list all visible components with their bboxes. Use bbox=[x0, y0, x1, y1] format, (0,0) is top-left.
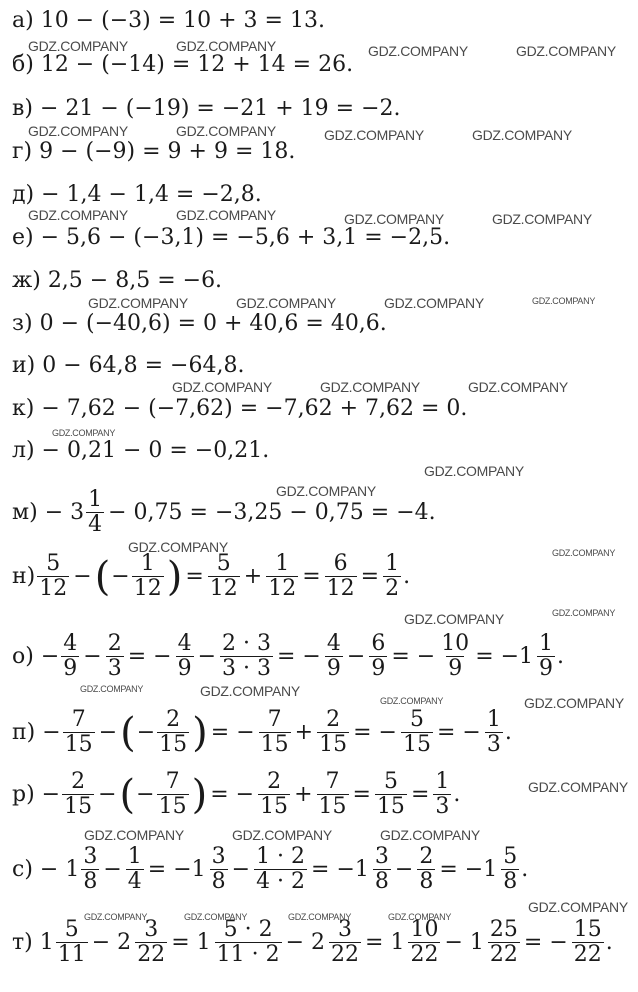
watermark: GDZ.COMPANY bbox=[424, 463, 524, 479]
o-op: = − bbox=[127, 644, 172, 670]
o-op: . bbox=[557, 644, 565, 670]
o-frac-4: $\frac{2 \cdot 3}{3 \cdot 3}$ bbox=[222, 631, 271, 682]
m-label: м) − 3 bbox=[12, 500, 85, 526]
s-frac-5: $\frac{3}{8}$ bbox=[374, 844, 389, 895]
line-r bbox=[12, 770, 460, 819]
t-op: . bbox=[605, 930, 613, 956]
o-op: = − bbox=[277, 644, 321, 670]
watermark: GDZ.COMPANY bbox=[172, 379, 272, 395]
t-op: − 2 bbox=[91, 930, 132, 956]
line-i: и) 0 − 64,8 = −64,8. bbox=[12, 353, 245, 378]
t-frac-7: $\frac{15}{22}$ bbox=[573, 917, 602, 968]
watermark: GDZ.COMPANY bbox=[528, 779, 628, 795]
watermark: GDZ.COMPANY bbox=[552, 608, 616, 618]
t-label: т) 1 bbox=[12, 930, 54, 956]
watermark: GDZ.COMPANY bbox=[528, 899, 628, 915]
line-g: г) 9 − (−9) = 9 + 9 = 18. bbox=[12, 139, 296, 164]
n-op: = bbox=[302, 564, 321, 590]
n-frac-3: $\frac{5}{12}$ bbox=[209, 551, 238, 602]
s-op: = −1 bbox=[439, 857, 498, 883]
r-paren: ) bbox=[191, 771, 208, 818]
watermark: GDZ.COMPANY bbox=[80, 684, 144, 694]
watermark: GDZ.COMPANY bbox=[28, 207, 128, 223]
watermark: GDZ.COMPANY bbox=[232, 827, 332, 843]
o-frac-6: $\frac{6}{9}$ bbox=[371, 631, 386, 682]
watermark: GDZ.COMPANY bbox=[84, 912, 148, 922]
t-frac-1: $\frac{5}{11}$ bbox=[57, 917, 86, 968]
s-frac-6: $\frac{2}{8}$ bbox=[419, 844, 434, 895]
watermark: GDZ.COMPANY bbox=[236, 295, 336, 311]
o-frac-5: $\frac{4}{9}$ bbox=[326, 631, 341, 682]
watermark: GDZ.COMPANY bbox=[492, 211, 592, 227]
s-frac-7: $\frac{5}{8}$ bbox=[503, 844, 518, 895]
n-op: − bbox=[73, 564, 92, 590]
p-op: = − bbox=[436, 720, 481, 746]
o-op: − bbox=[197, 644, 217, 670]
watermark: GDZ.COMPANY bbox=[28, 38, 128, 54]
t-frac-3: $\frac{5 \cdot 2}{11 \cdot 2}$ bbox=[216, 917, 280, 968]
r-frac-6: $\frac{1}{3}$ bbox=[435, 769, 450, 820]
r-op: = bbox=[352, 782, 371, 808]
n-op: = bbox=[185, 564, 204, 590]
s-frac-4: $\frac{1 \cdot 2}{4 \cdot 2}$ bbox=[256, 844, 306, 895]
r-op: + bbox=[294, 782, 313, 808]
line-p bbox=[12, 708, 512, 757]
n-paren: ( bbox=[94, 553, 111, 600]
watermark: GDZ.COMPANY bbox=[324, 127, 424, 143]
watermark: GDZ.COMPANY bbox=[88, 295, 188, 311]
watermark: GDZ.COMPANY bbox=[404, 611, 504, 627]
s-op: . bbox=[521, 857, 529, 883]
watermark: GDZ.COMPANY bbox=[176, 38, 276, 54]
r-frac-1: $\frac{2}{15}$ bbox=[64, 769, 93, 820]
t-op: = 1 bbox=[171, 930, 211, 956]
watermark: GDZ.COMPANY bbox=[380, 827, 480, 843]
r-op: − bbox=[98, 782, 117, 808]
line-t bbox=[12, 918, 613, 967]
watermark: GDZ.COMPANY bbox=[516, 43, 616, 59]
watermark: GDZ.COMPANY bbox=[276, 483, 376, 499]
o-op: − bbox=[83, 644, 102, 670]
line-d: д) − 1,4 − 1,4 = −2,8. bbox=[12, 182, 262, 207]
line-e: е) − 5,6 − (−3,1) = −5,6 + 3,1 = −2,5. bbox=[12, 225, 451, 250]
p-frac-6: $\frac{1}{3}$ bbox=[486, 707, 501, 758]
watermark: GDZ.COMPANY bbox=[552, 548, 616, 558]
line-z: з) 0 − (−40,6) = 0 + 40,6 = 40,6. bbox=[12, 311, 387, 336]
watermark: GDZ.COMPANY bbox=[472, 127, 572, 143]
line-zh: ж) 2,5 − 8,5 = −6. bbox=[12, 268, 223, 293]
m-rest: − 0,75 = −3,25 − 0,75 = −4. bbox=[108, 500, 436, 526]
s-op: − bbox=[394, 857, 414, 883]
n-label: н) bbox=[12, 564, 36, 590]
r-op: = bbox=[410, 782, 430, 808]
p-label: п) − bbox=[12, 720, 61, 746]
r-op: . bbox=[453, 782, 461, 808]
o-op: = −1 bbox=[475, 644, 534, 670]
p-frac-3: $\frac{7}{15}$ bbox=[260, 707, 289, 758]
watermark: GDZ.COMPANY bbox=[176, 207, 276, 223]
o-op: = − bbox=[391, 644, 436, 670]
n-paren: ) bbox=[166, 553, 183, 600]
t-frac-5: $\frac{10}{22}$ bbox=[410, 917, 439, 968]
p-op: = − bbox=[353, 720, 397, 746]
watermark: GDZ.COMPANY bbox=[388, 912, 452, 922]
watermark: GDZ.COMPANY bbox=[344, 211, 444, 227]
p-frac-5: $\frac{5}{15}$ bbox=[402, 707, 431, 758]
r-frac-4: $\frac{7}{15}$ bbox=[318, 769, 347, 820]
watermark: GDZ.COMPANY bbox=[84, 827, 184, 843]
t-frac-2: $\frac{3}{22}$ bbox=[137, 917, 166, 968]
o-frac-3: $\frac{4}{9}$ bbox=[177, 631, 192, 682]
o-op: − bbox=[346, 644, 366, 670]
t-frac-6: $\frac{25}{22}$ bbox=[489, 917, 518, 968]
p-op: − bbox=[136, 720, 156, 746]
r-op: = − bbox=[210, 782, 255, 808]
n-frac-6: $\frac{1}{2}$ bbox=[385, 551, 400, 602]
p-paren: ) bbox=[192, 709, 208, 756]
p-frac-4: $\frac{2}{15}$ bbox=[319, 707, 348, 758]
s-frac-3: $\frac{3}{8}$ bbox=[211, 844, 226, 895]
watermark: GDZ.COMPANY bbox=[128, 539, 228, 555]
o-frac-2: $\frac{2}{3}$ bbox=[107, 631, 122, 682]
s-op: − bbox=[231, 857, 251, 883]
watermark: GDZ.COMPANY bbox=[320, 379, 420, 395]
r-paren: ( bbox=[119, 771, 136, 818]
watermark: GDZ.COMPANY bbox=[288, 912, 352, 922]
line-o bbox=[12, 632, 564, 681]
n-frac-2: $\frac{1}{12}$ bbox=[133, 551, 162, 602]
watermark: GDZ.COMPANY bbox=[524, 695, 624, 711]
p-op: + bbox=[294, 720, 314, 746]
n-frac-1: $\frac{5}{12}$ bbox=[39, 551, 68, 602]
p-op: − bbox=[98, 720, 118, 746]
line-a: а) 10 − (−3) = 10 + 3 = 13. bbox=[12, 8, 325, 33]
s-op: − bbox=[103, 857, 122, 883]
watermark: GDZ.COMPANY bbox=[380, 696, 444, 706]
r-label: р) − bbox=[12, 782, 61, 808]
watermark: GDZ.COMPANY bbox=[368, 43, 468, 59]
r-frac-3: $\frac{2}{15}$ bbox=[260, 769, 289, 820]
watermark: GDZ.COMPANY bbox=[384, 295, 484, 311]
watermark: GDZ.COMPANY bbox=[52, 428, 116, 438]
o-frac-7: $\frac{10}{9}$ bbox=[441, 631, 470, 682]
o-label: о) − bbox=[12, 644, 60, 670]
s-frac-1: $\frac{3}{8}$ bbox=[83, 844, 98, 895]
n-frac-5: $\frac{6}{12}$ bbox=[326, 551, 355, 602]
t-op: = − bbox=[523, 930, 568, 956]
p-frac-1: $\frac{7}{15}$ bbox=[64, 707, 93, 758]
n-op: − bbox=[111, 564, 130, 590]
m-frac-1: $\frac{1}{4}$ bbox=[88, 487, 103, 538]
p-op: = − bbox=[210, 720, 255, 746]
n-frac-4: $\frac{1}{12}$ bbox=[268, 551, 297, 602]
line-b: б) 12 − (−14) = 12 + 14 = 26. bbox=[12, 52, 354, 77]
t-frac-4: $\frac{3}{22}$ bbox=[331, 917, 360, 968]
watermark: GDZ.COMPANY bbox=[200, 683, 300, 699]
line-s bbox=[12, 845, 528, 894]
s-label: с) − 1 bbox=[12, 857, 80, 883]
watermark: GDZ.COMPANY bbox=[468, 379, 568, 395]
o-frac-8: $\frac{1}{9}$ bbox=[539, 631, 554, 682]
s-op: = −1 bbox=[147, 857, 206, 883]
r-frac-2: $\frac{7}{15}$ bbox=[158, 769, 187, 820]
p-frac-2: $\frac{2}{15}$ bbox=[159, 707, 188, 758]
t-op: − 1 bbox=[444, 930, 484, 956]
watermark: GDZ.COMPANY bbox=[176, 123, 276, 139]
p-op: . bbox=[504, 720, 512, 746]
s-op: = −1 bbox=[311, 857, 369, 883]
watermark: GDZ.COMPANY bbox=[184, 912, 248, 922]
line-n bbox=[12, 552, 410, 601]
t-op: − 2 bbox=[285, 930, 326, 956]
watermark: GDZ.COMPANY bbox=[28, 123, 128, 139]
t-op: = 1 bbox=[365, 930, 405, 956]
line-v: в) − 21 − (−19) = −21 + 19 = −2. bbox=[12, 96, 401, 121]
line-l: л) − 0,21 − 0 = −0,21. bbox=[12, 438, 270, 463]
n-op: + bbox=[243, 564, 263, 590]
r-op: − bbox=[136, 782, 155, 808]
o-frac-1: $\frac{4}{9}$ bbox=[63, 631, 78, 682]
line-k: к) − 7,62 − (−7,62) = −7,62 + 7,62 = 0. bbox=[12, 396, 468, 421]
s-frac-2: $\frac{1}{4}$ bbox=[127, 844, 142, 895]
watermark: GDZ.COMPANY bbox=[532, 296, 596, 306]
n-op: = bbox=[360, 564, 380, 590]
p-paren: ( bbox=[120, 709, 136, 756]
r-frac-5: $\frac{5}{15}$ bbox=[376, 769, 405, 820]
n-op: . bbox=[403, 564, 411, 590]
